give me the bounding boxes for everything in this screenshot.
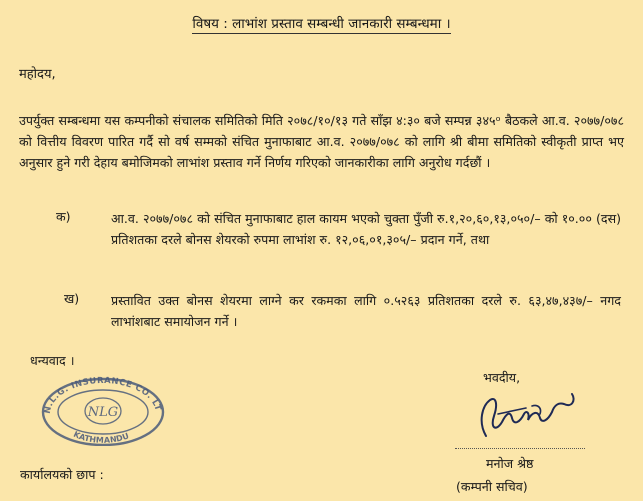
subject-text: विषय : लाभांश प्रस्ताव सम्बन्धी जानकारी सम्बन्धमा । — [192, 16, 451, 32]
item-text-ka: आ.व. २०७७/०७८ को संचित मुनाफाबाट हाल कायम भएको चुक्ता पुँजी रु.१,२०,६०,१३,०५०/– को १०.०० (दस) प्रतिशतका दरले बोनस शेयरको रुपमा लाभांश रु. १२,०६,०१,३०५/– प्रदान गर्ने, तथा — [111, 211, 621, 247]
signature-line — [455, 448, 585, 449]
signatory-title: (कम्पनी सचिव) — [456, 479, 528, 494]
signature — [468, 386, 588, 448]
seal-ring-top-text: N.L.G. INSURANCE CO. LT — [42, 375, 163, 415]
office-stamp-label: कार्यालयको छाप : — [20, 467, 104, 482]
salutation: महोदय, — [19, 67, 56, 82]
item-label-kha: ख) — [64, 291, 80, 306]
closing-text: भवदीय, — [483, 370, 521, 385]
item-label-ka: क) — [56, 209, 71, 224]
item-text-kha: प्रस्तावित उक्त बोनस शेयरमा लाग्ने कर रकमका लागि ०.५२६३ प्रतिशतका दरले रु. ६३,४७,४३७/– नगद लाभांशबाट समायोजन गर्ने । — [111, 293, 621, 329]
body-paragraph: उपर्युक्त सम्बन्धमा यस कम्पनीको संचालक समितिको मिति २०७८/१०/१३ गते साँझ ४:३० बजे सम्पन्न ३४५ᵒ बैठकले आ.व. २०७७/०७८ को वित्तीय विवरण पारित गर्दै सो वर्ष सम्मको संचित मुनाफाबाट आ.व. २०७७/०७८ को लागि श्री बीमा समितिको स्वीकृती प्राप्त भए अनुसार हुने गरी देहाय बमोजिमको लाभांश प्रस्ताव गर्ने निर्णय गरिएको जानकारीका लागि अनुरोध गर्दछौं । — [19, 113, 624, 170]
thanks-text: धन्यवाद । — [30, 353, 75, 368]
seal-ring-bottom-text: KATHMANDU — [71, 429, 131, 445]
company-seal — [38, 374, 168, 446]
subject-line — [0, 14, 643, 32]
seal-center-text: NLG — [87, 405, 119, 420]
signatory-name: मनोज श्रेष्ठ — [486, 456, 534, 471]
